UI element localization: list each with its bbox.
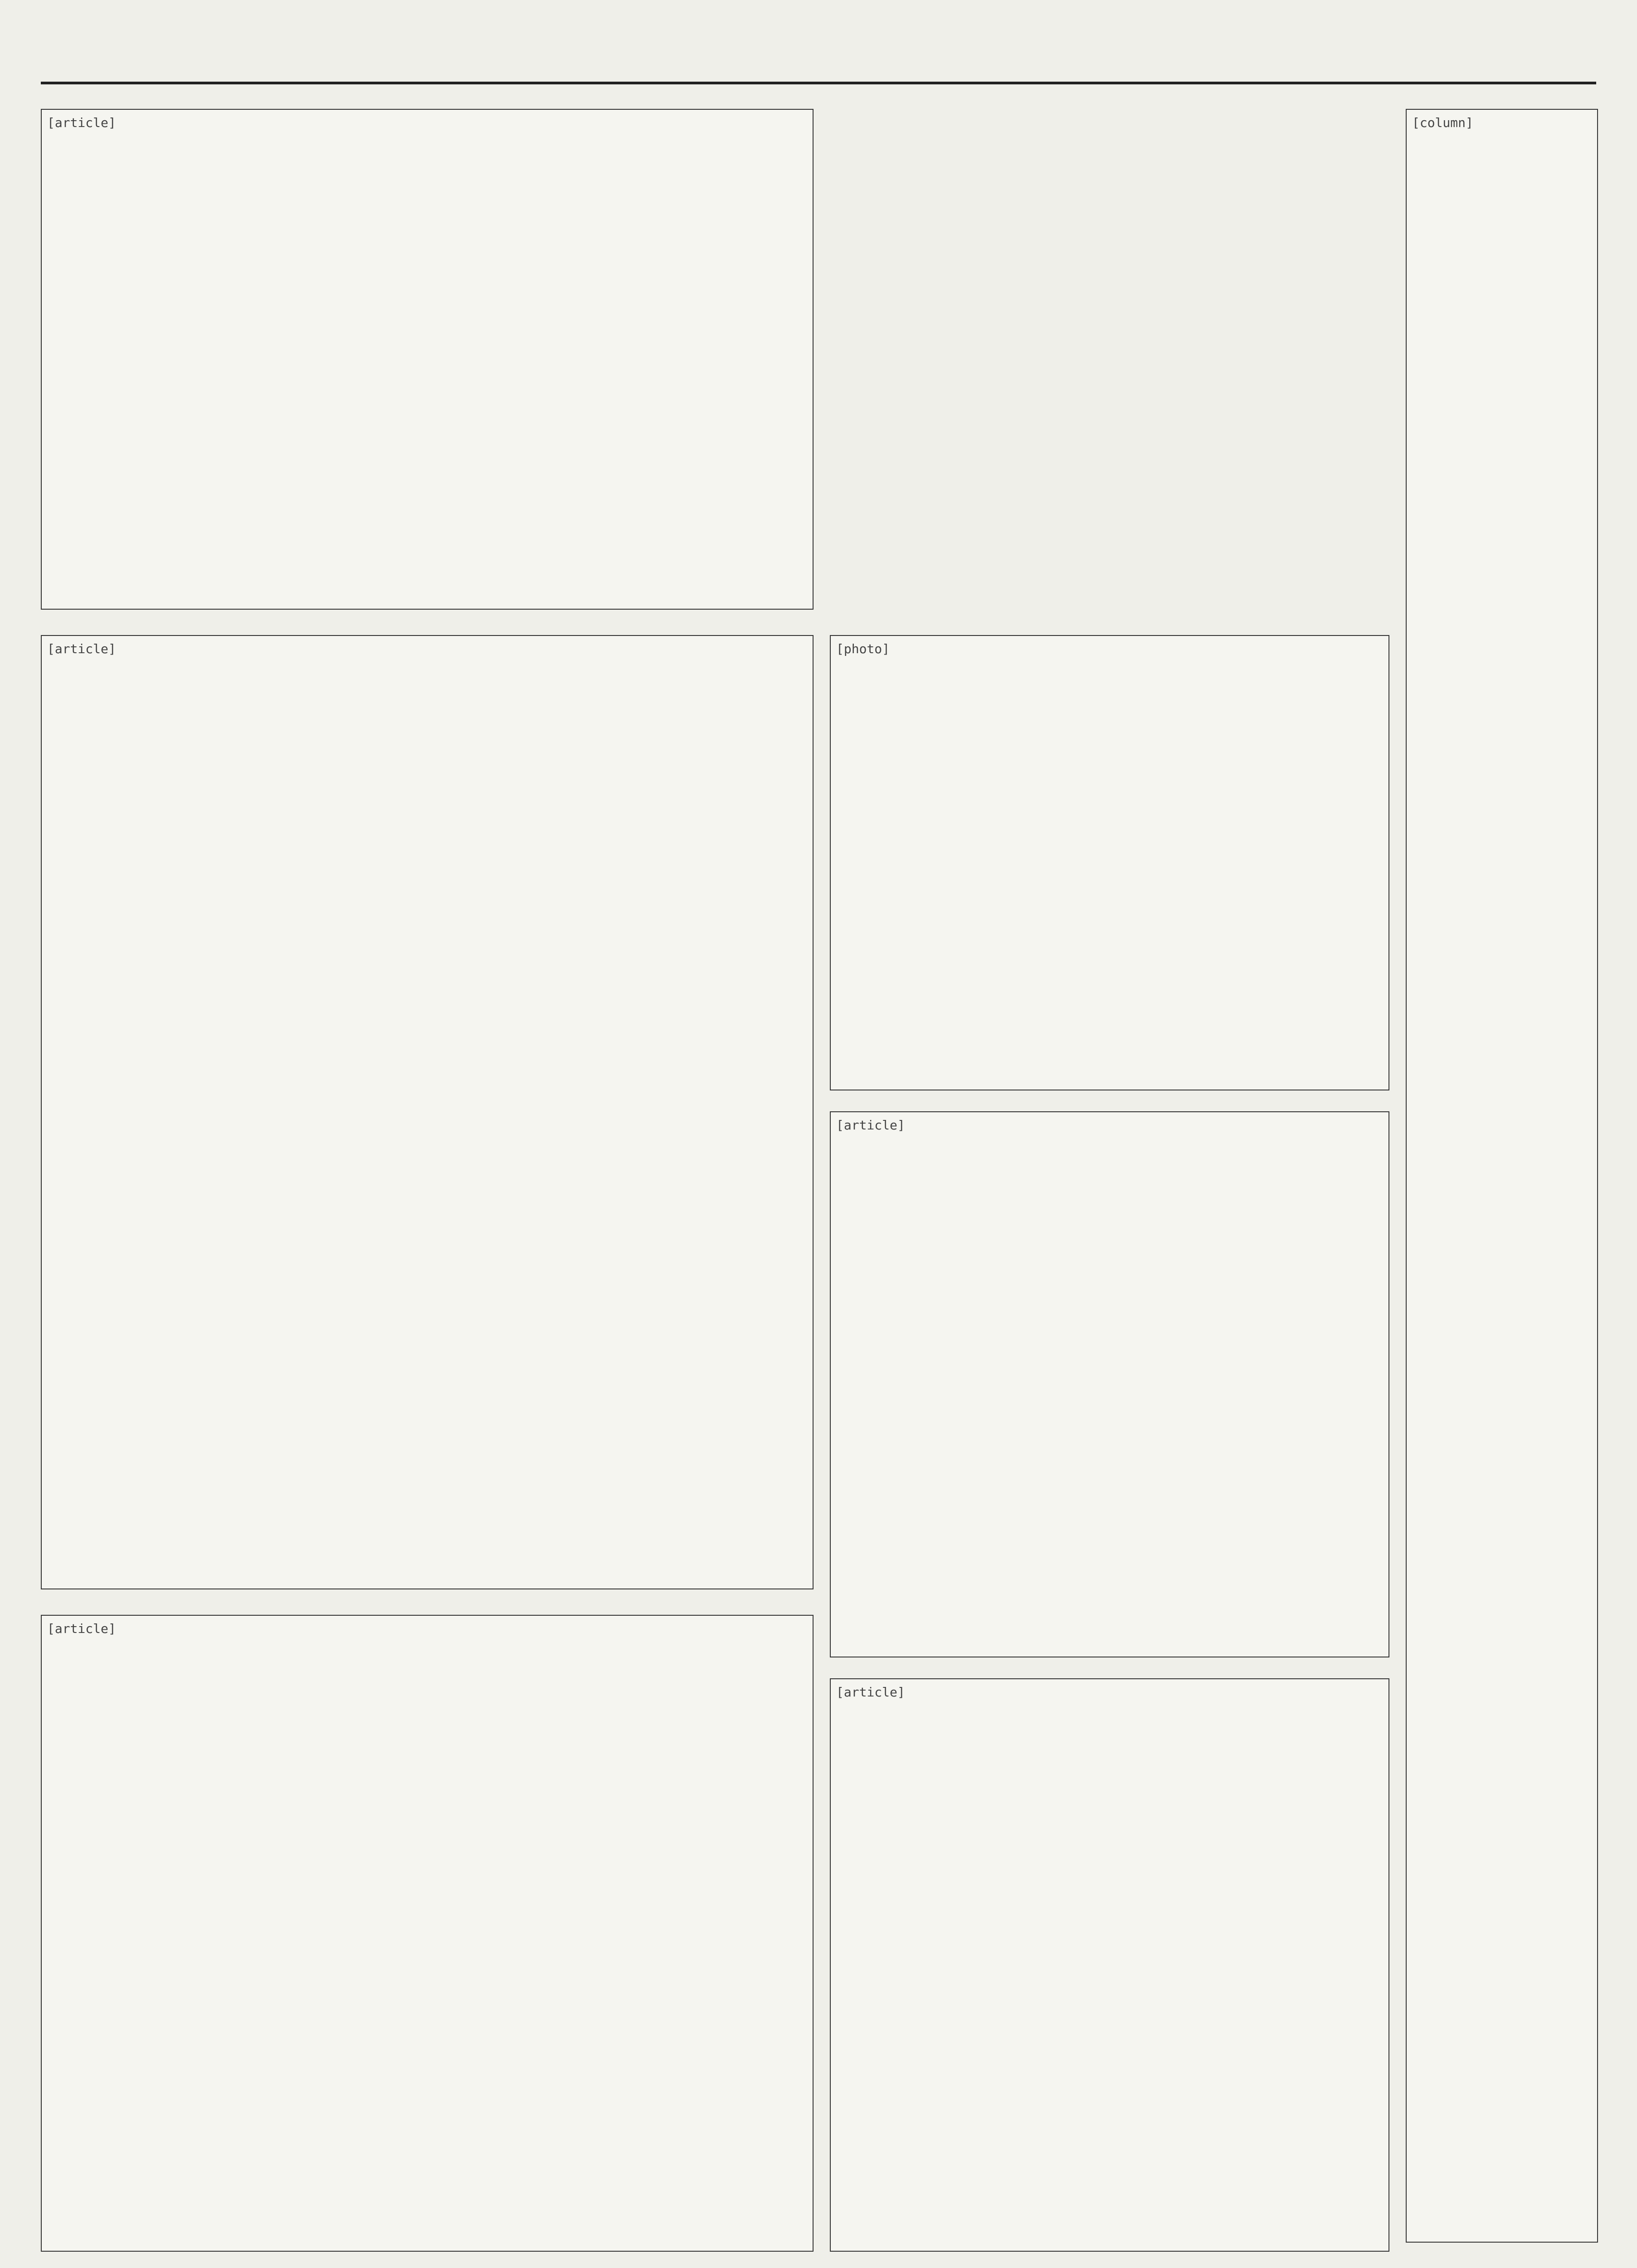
placeholder-label: [article] [836,1118,905,1133]
placeholder-label: [article] [836,1685,905,1700]
photo-top [830,635,1389,1090]
placeholder-label: [article] [47,1621,116,1636]
article-bottom-left [41,1615,814,2252]
placeholder-label: [article] [47,641,116,656]
placeholder-label: [article] [47,115,116,130]
placeholder-label: [photo] [836,641,890,656]
masthead-rule [41,82,1596,84]
article-bottom-right [830,1678,1389,2252]
article-top-left [41,109,814,610]
placeholder-label: [column] [1412,115,1473,130]
interview-block [41,635,814,1589]
article-middle-right [830,1111,1389,1657]
column-right [1406,109,1598,2243]
